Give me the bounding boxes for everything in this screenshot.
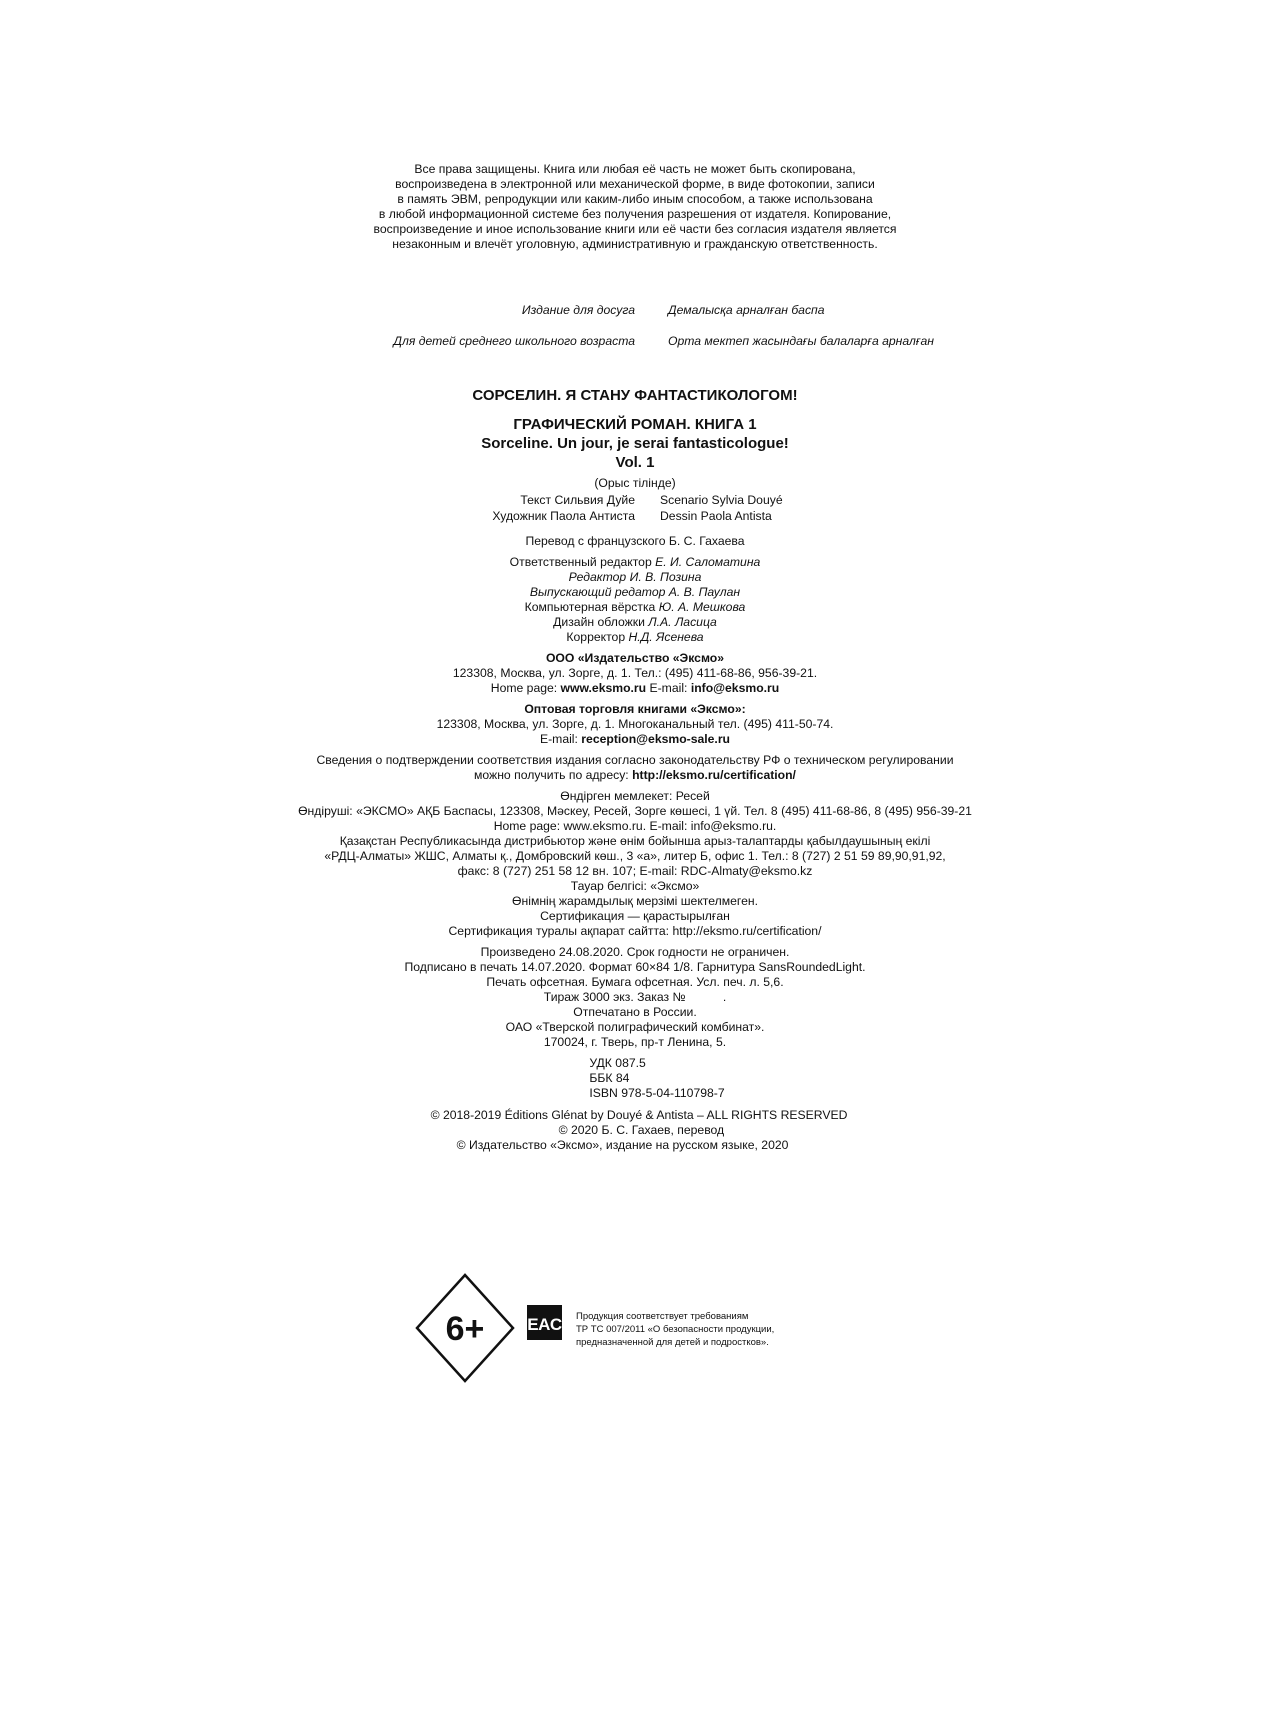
- publisher-address: 123308, Москва, ул. Зорге, д. 1. Тел.: (495) 411-68-86, 956-39-21.: [452, 666, 818, 680]
- isbn: ISBN 978-5-04-110798-7: [589, 1086, 725, 1100]
- publisher-contacts: Home page: www.eksmo.ru E-mail: info@eksmo.ru: [490, 681, 780, 695]
- classification-codes: [589, 1056, 724, 1101]
- title-block: [0, 386, 1270, 491]
- rights-line: в любой информационной системе без получения разрешения от издателя. Копирование,: [378, 207, 892, 221]
- certification-link[interactable]: http://eksmo.ru/certification/: [632, 768, 796, 782]
- wholesale-address: 123308, Москва, ул. Зорге, д. 1. Многоканальный тел. (495) 411-50-74.: [436, 717, 834, 731]
- publisher-name: ООО «Издательство «Эксмо»: [545, 651, 725, 665]
- staff-line: Ответственный редактор Е. И. Саломатина: [509, 555, 761, 569]
- conformity-url-line: можно получить по адресу: http://eksmo.ru/certification/: [474, 768, 796, 782]
- book-title: СОРСЕЛИН. Я СТАНУ ФАНТАСТИКОЛОГОМ!: [472, 387, 798, 404]
- rights-line: в память ЭВМ, репродукции или каким-либо иным способом, а также использована: [397, 192, 873, 206]
- publisher-email-link[interactable]: info@eksmo.ru: [690, 681, 780, 695]
- rights-line: воспроизведена в электронной или механической форме, в виде фотокопии, записи: [395, 177, 875, 191]
- credit-art-ru: Художник Паола Антиста: [492, 509, 635, 523]
- language-note: (Орыс тілінде): [594, 476, 676, 490]
- kz-info-line: Қазақстан Республикасында дистрибьютор және өнім бойынша арыз-талаптарды қабылдаушының екілі: [339, 834, 931, 848]
- original-title: Sorceline. Un jour, je serai fantasticologue!: [481, 435, 789, 452]
- wholesale-contacts: E-mail: reception@eksmo-sale.ru: [539, 732, 731, 746]
- rights-notice: [0, 162, 1270, 252]
- imprint-details: [0, 534, 1270, 1154]
- rights-line: Все права защищены. Книга или любая её часть не может быть скопирована,: [414, 162, 856, 176]
- credit-text-fr: Scenario Sylvia Douyé: [660, 493, 783, 507]
- print-info-line: 170024, г. Тверь, пр-т Ленина, 5.: [543, 1035, 727, 1049]
- credit-art-fr: Dessin Paola Antista: [660, 509, 772, 523]
- copyright-block: [431, 1108, 848, 1153]
- kz-info-line: Home page: www.eksmo.ru. E-mail: info@eksmo.ru.: [493, 819, 777, 833]
- kz-info-line: «РДЦ-Алматы» ЖШС, Алматы қ., Домбровский көш., 3 «а», литер Б, офис 1. Тел.: 8 (727) 2 51 59 89,90,91,92,: [324, 849, 946, 863]
- kz-info-line: Өнімнің жарамдылық мерзімі шектелмеген.: [512, 894, 758, 908]
- kz-info-line: Өндіруші: «ЭКСМО» АҚБ Баспасы, 123308, Мәскеу, Ресей, Зорге көшесі, 1 үй. Тел. 8 (495) 411-68-86, 8 (495) 956-39-21: [298, 804, 972, 818]
- audience-leisure-kz: Демалысқа арналған баспа: [668, 303, 825, 317]
- udk-code: УДК 087.5: [589, 1056, 646, 1070]
- print-info-line: ОАО «Тверской полиграфический комбинат».: [505, 1020, 765, 1034]
- print-info-line: Произведено 24.08.2020. Срок годности не ограничен.: [480, 945, 790, 959]
- eac-mark-letters: EAC: [527, 1315, 562, 1334]
- rights-line: незаконным и влечёт уголовную, административную и гражданскую ответственность.: [392, 237, 878, 251]
- rights-line: воспроизведение и иное использование книги или её части без согласия издателя является: [373, 222, 897, 236]
- credit-text-ru: Текст Сильвия Дуйе: [520, 493, 635, 507]
- kz-info-line: факс: 8 (727) 251 58 12 вн. 107; E-mail: RDC-Almaty@eksmo.kz: [457, 864, 813, 878]
- publisher-home-link[interactable]: www.eksmo.ru: [560, 681, 647, 695]
- wholesale-name: Оптовая торговля книгами «Эксмо»:: [524, 702, 746, 716]
- audience-age-kz: Орта мектеп жасындағы балаларға арналған: [668, 334, 934, 348]
- credits-fr: [660, 492, 783, 524]
- copyright-line: © Издательство «Эксмо», издание на русском языке, 2020: [456, 1138, 789, 1152]
- translation-credit: Перевод с французского Б. С. Гахаева: [525, 534, 745, 548]
- staff-line: Компьютерная вёрстка Ю. А. Мешкова: [524, 600, 746, 614]
- audience-leisure-ru: Издание для досуга: [521, 303, 635, 317]
- credits-ru: [492, 492, 635, 524]
- bbk-code: ББК 84: [589, 1071, 630, 1085]
- staff-line: Выпускающий редатор А. В. Паулан: [529, 585, 741, 599]
- age-rating-badge: [415, 1273, 515, 1383]
- kz-info-line: Өндірген мемлекет: Ресей: [560, 789, 710, 803]
- certification-marks: [0, 1273, 1270, 1393]
- staff-line: Дизайн обложки Л.А. Ласица: [553, 615, 717, 629]
- eac-compliance-text: Продукция соответствует требованиям ТР ТС 007/2011 «О безопасности продукции, предназначенной для детей и подростков».: [576, 1311, 775, 1348]
- print-info-line: Печать офсетная. Бумага офсетная. Усл. печ. л. 5,6.: [486, 975, 784, 989]
- print-info-line: Отпечатано в России.: [573, 1005, 697, 1019]
- wholesale-email-link[interactable]: reception@eksmo-sale.ru: [581, 732, 731, 746]
- print-info-line: Тираж 3000 экз. Заказ № .: [543, 990, 727, 1004]
- eac-mark-icon: [527, 1305, 562, 1340]
- copyright-line: © 2018-2019 Éditions Glénat by Douyé & Antista – ALL RIGHTS RESERVED: [430, 1108, 848, 1122]
- book-subtitle: ГРАФИЧЕСКИЙ РОМАН. КНИГА 1: [513, 416, 757, 433]
- age-rating-label: 6+: [445, 1310, 485, 1348]
- staff-line: Корректор Н.Д. Ясенева: [566, 630, 704, 644]
- copyright-line: © 2020 Б. С. Гахаев, перевод: [558, 1123, 725, 1137]
- staff-line: Редактор И. В. Позина: [568, 570, 702, 584]
- audience-age-ru: Для детей среднего школьного возраста: [393, 334, 635, 348]
- kz-info-line: Сертификация — қарастырылған: [540, 909, 730, 923]
- kz-info-line: Сертификация туралы ақпарат сайтта: http://eksmo.ru/certification/: [448, 924, 822, 938]
- conformity-line: Сведения о подтверждении соответствия издания согласно законодательству РФ о техническом регулировании: [316, 753, 954, 767]
- kz-info-line: Тауар белгісі: «Эксмо»: [570, 879, 700, 893]
- volume: Vol. 1: [615, 454, 655, 471]
- print-info-line: Подписано в печать 14.07.2020. Формат 60×84 1/8. Гарнитура SansRoundedLight.: [404, 960, 866, 974]
